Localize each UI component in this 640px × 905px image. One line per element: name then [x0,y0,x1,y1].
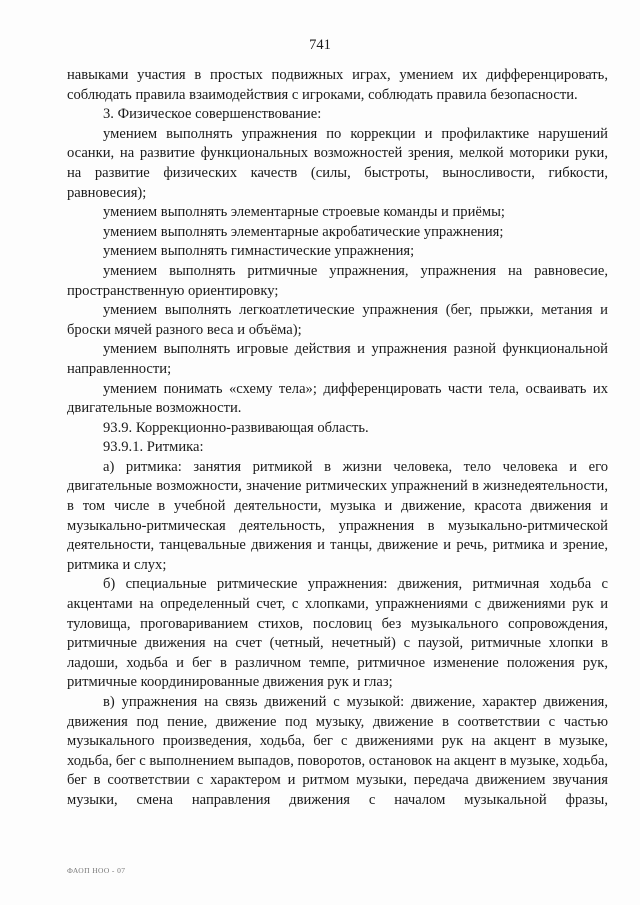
paragraph-drill-commands: умением выполнять элементарные строевые команды и приёмы; [103,204,505,221]
paragraph-game-actions: умением выполнять игровые действия и упражнения разной функциональной направленности; [67,341,608,377]
paragraph-body-scheme: умением понимать «схему тела»; дифференцировать части тела, осваивать их двигательные возможности. [67,380,608,417]
paragraph-correction-exercises: умением выполнять упражнения по коррекции и профилактике нарушений осанки, на развитие функциональных возможностей зрения, мелкой моторики руки, на развитие физических качеств (силы, быстроты, выносливости, гибкости, равновесия); [67,125,608,201]
page-number: 741 [309,37,331,53]
paragraph-gymnastic-exercises: умением выполнять гимнастические упражнения; [103,243,415,260]
section-heading-correction-area: 93.9. Коррекционно-развивающая область. [103,419,369,436]
paragraph-item-c-music-exercises: в) упражнения на связь движений с музыкой: движение, характер движения, движения под пение, движение под музыку, движение в соответствии с частью музыкального произведения, ходьба, бег с движениями рук на акцент в музыке, ходьба, бег с выполнением выпадов, поворотов, остановок на акцент в музыке, ходьба, бег в соответствии с характером и ритмом музыки, передача движением звучания музыки, смена направления движения с началом музыкальной фразы, [67,694,608,808]
paragraph-rhythmic-exercises: умением выполнять ритмичные упражнения, упражнения на равновесие, пространственную ориентировку; [67,262,608,299]
page-body [67,66,608,811]
paragraph-game-skills: навыками участия в простых подвижных играх, умением их дифференцировать, соблюдать правила взаимодействия с игроками, соблюдать правила безопасности. [67,67,608,103]
footer-document-code: ФАОП НОО - 07 [67,866,126,875]
section-heading-rhythmics: 93.9.1. Ритмика: [103,439,204,456]
paragraph-item-b-special-exercises: б) специальные ритмические упражнения: движения, ритмичная ходьба с акцентами на определенный счет, с хлопками, упражнениями с движениями рук и туловища, проговариванием стихов, пословиц без музыкального сопровождения, ритмичные движения на счет (четный, нечетный) с паузой, ритмичные хлопки в ладоши, ходьба и бег в различном темпе, ритмичное изменение положения рук, ритмичные координированные движения рук и глаз; [67,576,608,691]
section-heading-physical-improvement: 3. Физическое совершенствование: [103,106,322,123]
paragraph-athletic-exercises: умением выполнять легкоатлетические упражнения (бег, прыжки, метания и броски мячей разного веса и объёма); [67,302,608,338]
paragraph-acrobatic-exercises: умением выполнять элементарные акробатические упражнения; [103,223,504,240]
paragraph-item-a-rhythmics: а) ритмика: занятия ритмикой в жизни человека, тело человека и его двигательные возможности, значение ритмических упражнений в жизнедеятельности, в том числе в учебной деятельности, музыка и движение, красота движения и музыкально-ритмическая деятельность, упражнения в музыкально-ритмической деятельности, танцевальные движения и танцы, движение и речь, ритмика и зрение, ритмика и слух; [67,458,608,573]
